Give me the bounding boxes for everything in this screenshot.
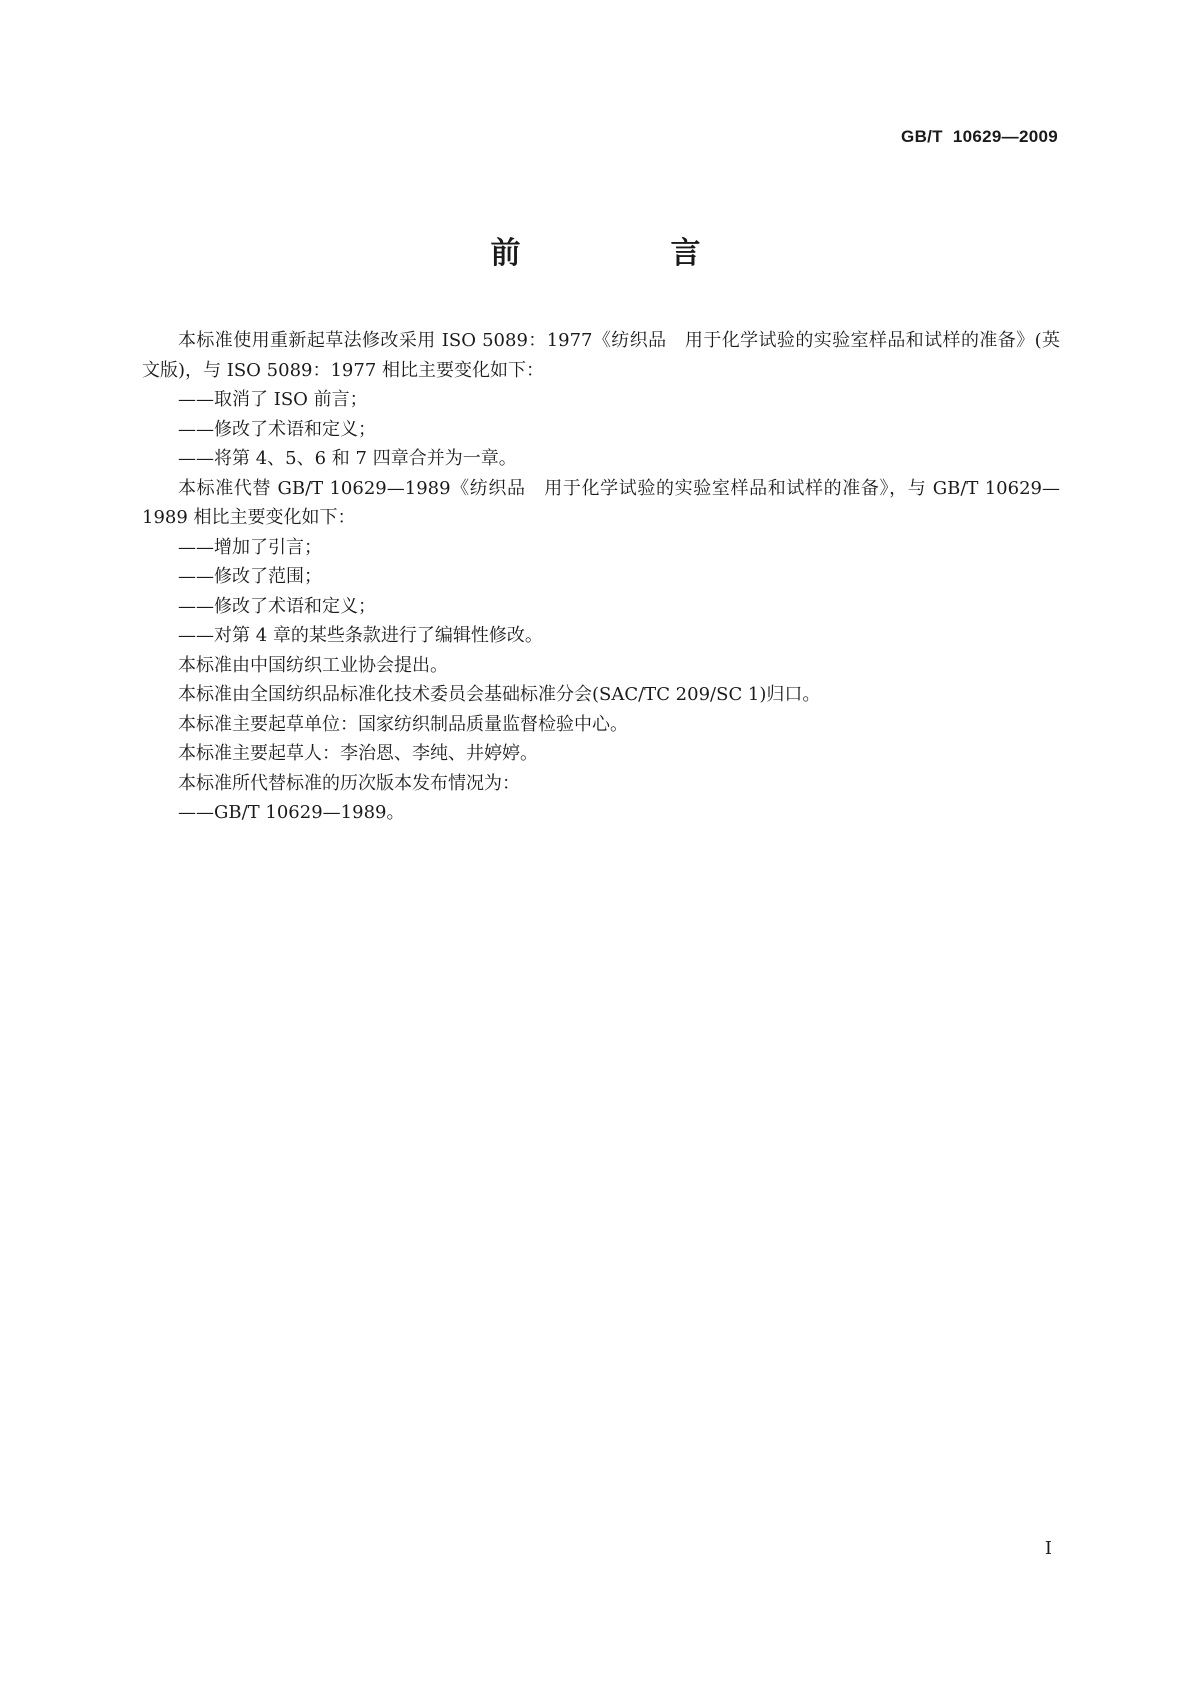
list-item: ——修改了范围；: [178, 566, 322, 587]
list-item: ——增加了引言；: [178, 536, 322, 558]
list-item: ——修改了术语和定义；: [178, 418, 376, 440]
page-number: I: [1044, 1538, 1052, 1559]
paragraph-drafters: 本标准主要起草人：李治恩、李纯、井婷婷。: [178, 743, 538, 764]
list-item: ——取消了 ISO 前言；: [178, 389, 368, 410]
paragraph-replacement: 本标准代替 GB/T 10629—1989《纺织品 用于化学试验的实验室样品和试样的准备》，与 GB/T 10629—1989 相比主要变化如下：: [142, 477, 1060, 528]
standard-code: GB/T 10629—2009: [901, 127, 1058, 146]
page-title: 前 言: [490, 236, 761, 271]
list-item: ——GB/T 10629—1989。: [178, 802, 405, 823]
list-item: ——修改了术语和定义；: [178, 595, 376, 617]
paragraph-proposer: 本标准由中国纺织工业协会提出。: [178, 654, 448, 676]
list-item: ——将第 4、5、6 和 7 四章合并为一章。: [178, 448, 517, 469]
paragraph-committee: 本标准由全国纺织品标准化技术委员会基础标准分会(SAC/TC 209/SC 1)归口。: [178, 684, 821, 705]
paragraph-history: 本标准所代替标准的历次版本发布情况为：: [178, 772, 520, 794]
list-item: ——对第 4 章的某些条款进行了编辑性修改。: [178, 625, 543, 646]
paragraph-drafting-unit: 本标准主要起草单位：国家纺织制品质量监督检验中心。: [178, 713, 628, 735]
preface-body: [142, 326, 1060, 828]
paragraph-adoption: 本标准使用重新起草法修改采用 ISO 5089：1977《纺织品 用于化学试验的实验室样品和试样的准备》(英文版)，与 ISO 5089：1977 相比主要变化如下：: [142, 330, 1060, 381]
